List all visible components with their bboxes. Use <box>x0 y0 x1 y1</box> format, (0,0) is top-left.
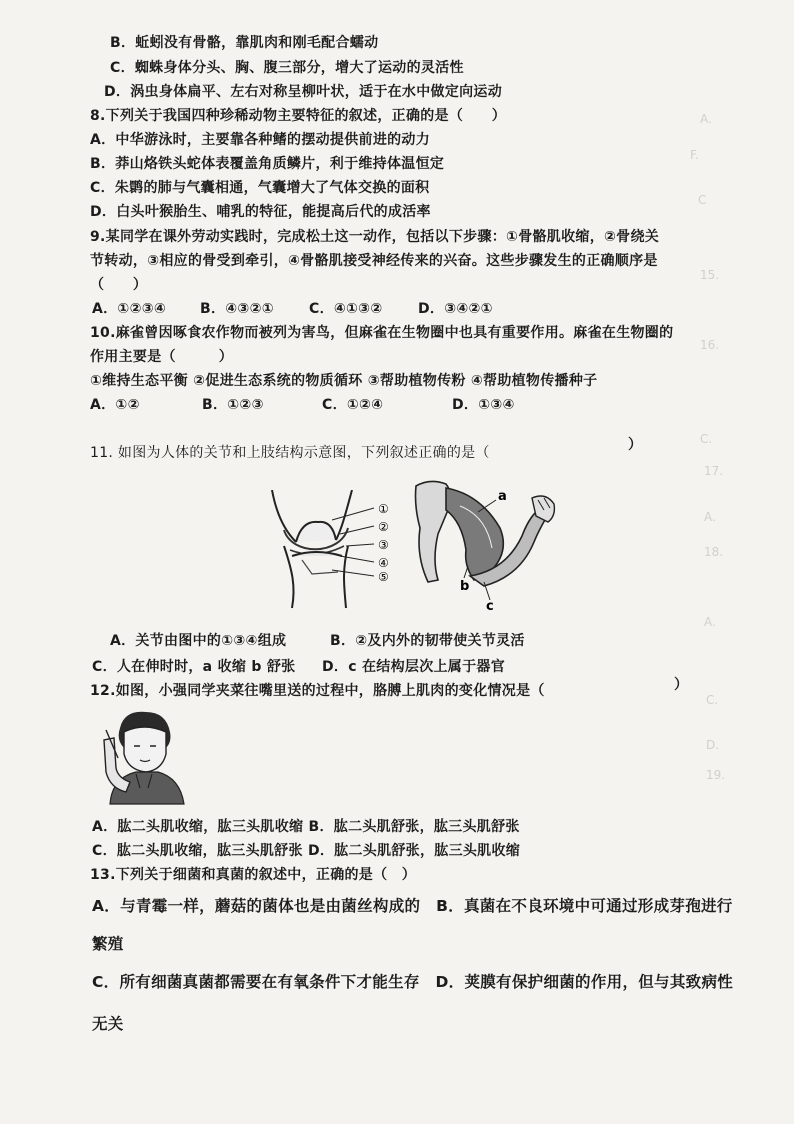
joint-label-5: ⑤ <box>378 570 389 584</box>
q8-option-b: B．莽山烙铁头蛇体表覆盖角质鳞片，利于维持体温恒定 <box>90 156 445 172</box>
bleed-text: 17. <box>704 464 724 478</box>
q10-stem-line1: 10.麻雀曾因啄食农作物而被列为害鸟，但麻雀在生物圈中也具有重要作用。麻雀在生物圈的 <box>90 325 674 341</box>
q12-stem: 12.如图，小强同学夹菜往嘴里送的过程中，胳膊上肌肉的变化情况是（ <box>90 683 545 699</box>
bleed-text: C <box>698 193 707 207</box>
q12-stem-close: ） <box>674 677 689 693</box>
bleed-text: C. <box>700 432 713 446</box>
q8-stem: 8.下列关于我国四种珍稀动物主要特征的叙述，正确的是（ ） <box>90 108 507 124</box>
q11-option-c: C．人在伸时时，a 收缩 b 舒张 <box>92 659 296 675</box>
q9-option-b: B．④③②① <box>200 301 274 317</box>
q12-options-cd: C．肱二头肌收缩，肱三头肌舒张 D．肱二头肌舒张，肱三头肌收缩 <box>92 843 521 859</box>
bleed-text: A. <box>704 510 716 524</box>
q9-stem-line2: 节转动，③相应的骨受到牵引，④骨骼肌接受神经传来的兴奋。这些步骤发生的正确顺序是 <box>90 253 658 269</box>
q9-option-a: A．①②③④ <box>92 301 167 317</box>
q7-option-c: C．蜘蛛身体分头、胸、腹三部分，增大了运动的灵活性 <box>110 60 464 76</box>
q10-option-c: C．①②④ <box>322 397 384 413</box>
bleed-text: 19. <box>706 768 726 782</box>
q11-option-b: B．②及内外的韧带使关节灵活 <box>330 633 525 649</box>
q10-stem-line2: 作用主要是（ ） <box>90 349 233 365</box>
joint-label-3: ③ <box>378 538 389 552</box>
q8-option-d: D．白头叶猴胎生、哺乳的特征，能提高后代的成活率 <box>90 204 431 220</box>
bleed-text: C. <box>706 693 719 707</box>
q12-options-ab: A．肱二头肌收缩，肱三头肌收缩 B．肱二头肌舒张，肱三头肌舒张 <box>92 819 520 835</box>
q10-items: ①维持生态平衡 ②促进生态系统的物质循环 ③帮助植物传粉 ④帮助植物传播种子 <box>90 373 598 389</box>
joint-diagram <box>262 490 404 610</box>
q10-option-d: D．①③④ <box>452 397 515 413</box>
q11-stem-close: ） <box>628 437 643 453</box>
q8-option-c: C．朱鹮的肺与气囊相通，气囊增大了气体交换的面积 <box>90 180 430 196</box>
q9-option-d: D．③④②① <box>418 301 493 317</box>
q13-stem: 13.下列关于细菌和真菌的叙述中，正确的是（ ） <box>90 867 416 883</box>
arm-label-b: b <box>460 579 470 594</box>
q11-stem: 11. 如图为人体的关节和上肢结构示意图，下列叙述正确的是（ <box>90 445 490 461</box>
q13-options-ab: A．与青霉一样，蘑菇的菌体也是由菌丝构成的 B．真菌在不良环境中可通过形成芽孢进行 <box>92 897 733 915</box>
q9-option-c: C．④①③② <box>309 301 383 317</box>
joint-label-2: ② <box>378 520 389 534</box>
q13-options-cd-cont: 无关 <box>92 1015 124 1033</box>
bleed-text: 18. <box>704 545 724 559</box>
arm-label-a: a <box>498 489 507 504</box>
q7-option-d: D．涡虫身体扁平、左右对称呈柳叶状，适于在水中做定向运动 <box>104 84 503 100</box>
q13-options-cd: C．所有细菌真菌都需要在有氧条件下才能生存 D．荚膜有保护细菌的作用，但与其致病性 <box>92 973 734 991</box>
q10-option-b: B．①②③ <box>202 397 264 413</box>
arm-diagram <box>410 476 560 612</box>
boy-eating-illustration <box>96 708 194 806</box>
arm-label-c: c <box>486 599 494 612</box>
bleed-text: A. <box>704 615 716 629</box>
bleed-text: A. <box>700 112 712 126</box>
joint-label-4: ④ <box>378 556 389 570</box>
bleed-text: F. <box>690 148 699 162</box>
bleed-text: 16. <box>700 338 720 352</box>
q11-option-d: D．c 在结构层次上属于器官 <box>322 659 505 675</box>
bleed-text: D. <box>706 738 720 752</box>
q11-option-a: A．关节由图中的①③④组成 <box>110 633 287 649</box>
joint-label-1: ① <box>378 502 389 516</box>
bleed-text: 15. <box>700 268 720 282</box>
q8-option-a: A．中华游泳时，主要靠各种鳍的摆动提供前进的动力 <box>90 132 431 148</box>
q9-stem-line1: 9.某同学在课外劳动实践时，完成松土这一动作，包括以下步骤：①骨骼肌收缩，②骨绕关 <box>90 229 660 245</box>
q7-option-b: B．蚯蚓没有骨骼，靠肌肉和刚毛配合蠕动 <box>110 35 379 51</box>
q10-option-a: A．①② <box>90 397 140 413</box>
q13-options-ab-cont: 繁殖 <box>92 935 124 953</box>
q9-answer-blank: （ ） <box>90 277 148 293</box>
